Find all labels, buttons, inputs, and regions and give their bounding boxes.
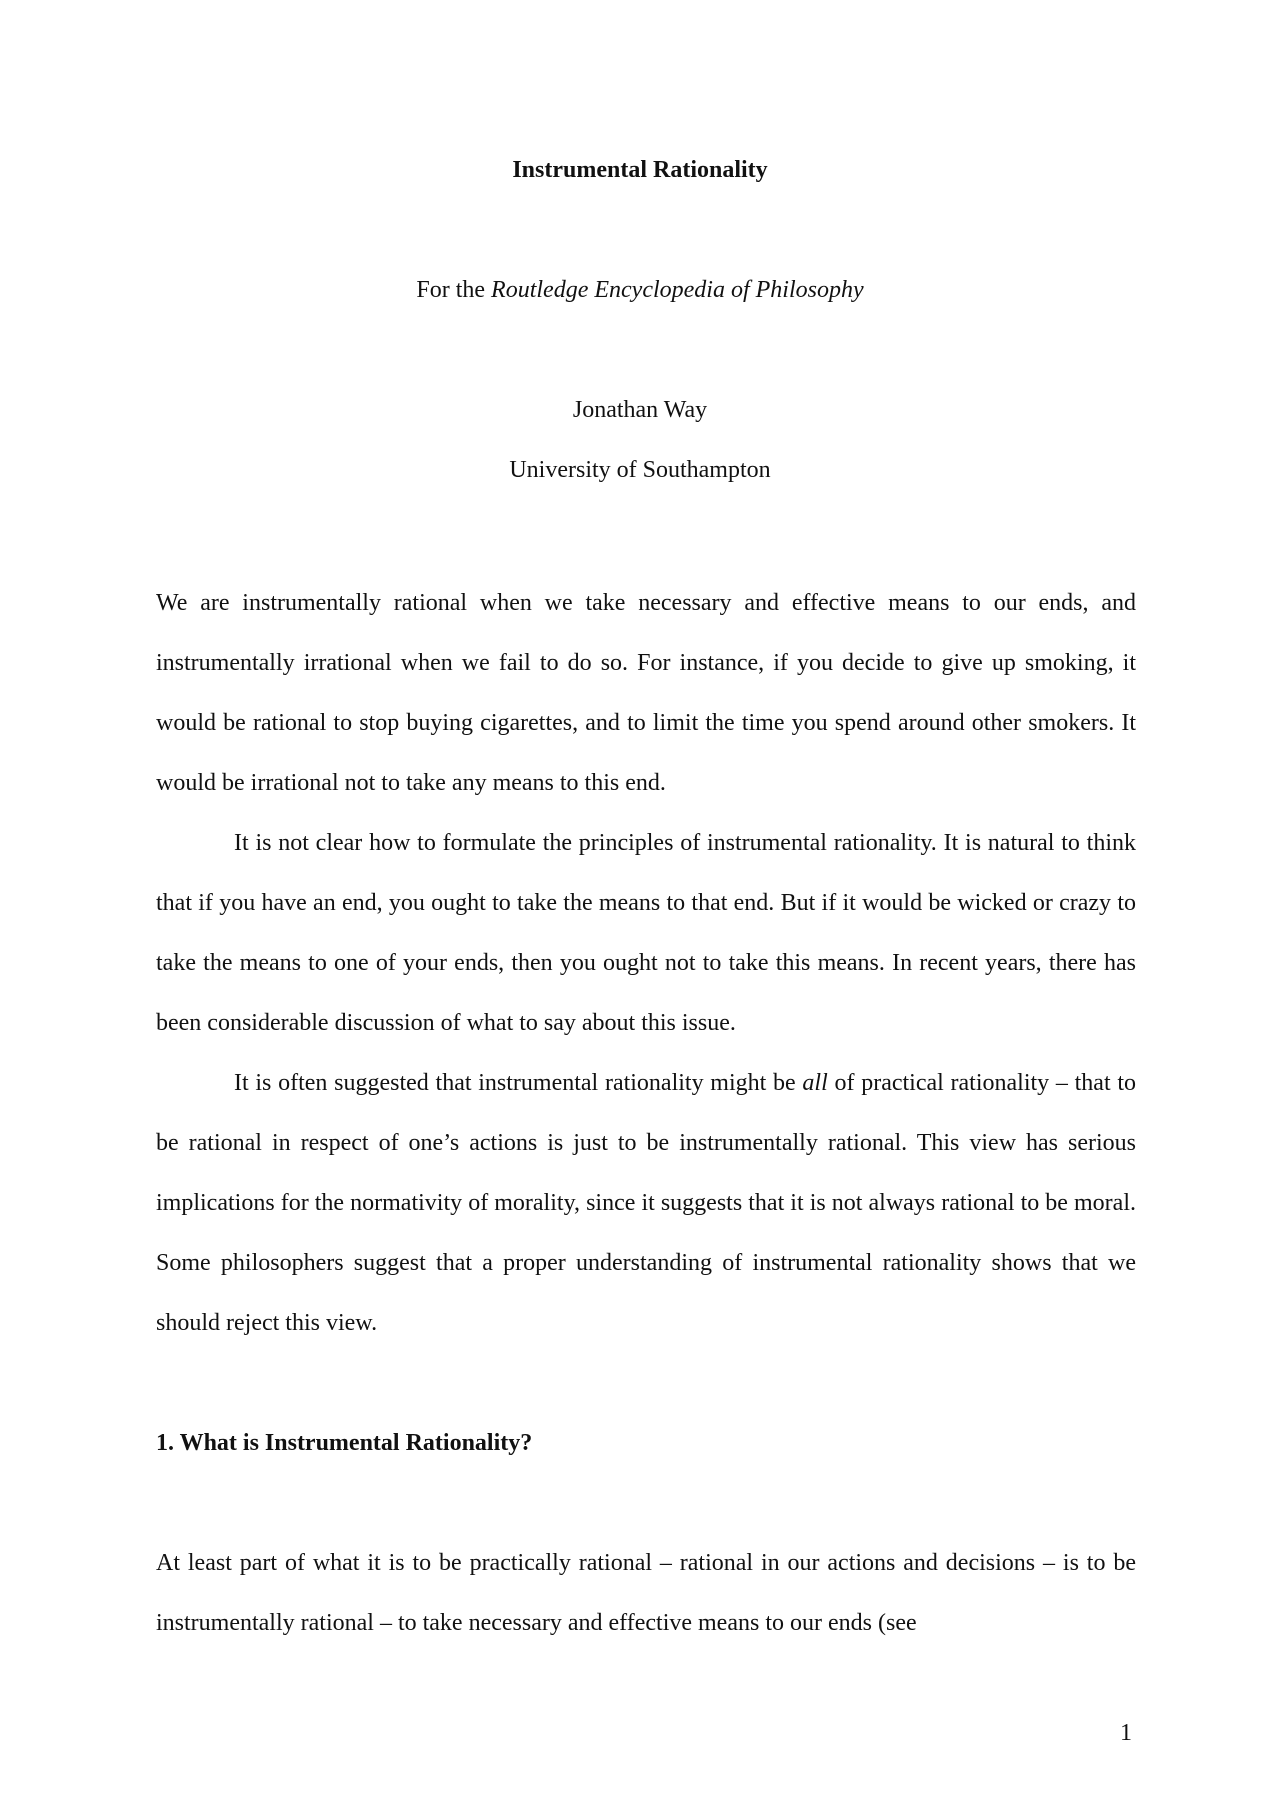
subtitle-prefix: For the: [416, 277, 492, 303]
section-1-heading: 1. What is Instrumental Rationality?: [156, 1430, 533, 1456]
intro-paragraph-3-end: of practical rationality – that to be rational in respect of one’s actions is just to be instrumentally rational. This view has serious implications for the normativity of morality, since it suggests that it is not always rational to be moral. Some philosophers suggest that a proper understanding of instrumental rationality shows that we should reject this view.: [156, 1070, 1137, 1336]
subtitle-encyclopedia-name: Routledge Encyclopedia of Philosophy: [491, 277, 864, 303]
author-name: Jonathan Way: [572, 397, 708, 423]
paper-subtitle: [0, 275, 1280, 305]
section-1-paragraph-1: At least part of what it is to be practically rational – rational in our actions and decisions – is to be instrumentally rational – to take necessary and effective means to our ends (see: [156, 1550, 1136, 1636]
author-affiliation: University of Southampton: [509, 457, 771, 483]
page-number: 1: [1120, 1720, 1132, 1746]
intro-paragraph-2: It is not clear how to formulate the principles of instrumental rationality. It is natural to think that if you have an end, you ought to take the means to that end. But if it would be wicked or crazy to take the means to one of your ends, then you ought not to take this means. In recent years, there has been considerable discussion of what to say about this issue.: [156, 830, 1136, 1036]
intro-paragraph-3-emphasis: all: [802, 1070, 828, 1096]
intro-paragraph-1: We are instrumentally rational when we take necessary and effective means to our ends, and instrumentally irrational when we fail to do so. For instance, if you decide to give up smoking, it would be rational to stop buying cigarettes, and to limit the time you spend around other smokers. It would be irrational not to take any means to this end.: [156, 590, 1136, 796]
intro-paragraph-3: [156, 1053, 1136, 1353]
intro-paragraph-3-start: It is often suggested that instrumental rationality might be: [234, 1070, 803, 1096]
paper-body: [156, 573, 1136, 1653]
paper-title: Instrumental Rationality: [512, 157, 768, 183]
